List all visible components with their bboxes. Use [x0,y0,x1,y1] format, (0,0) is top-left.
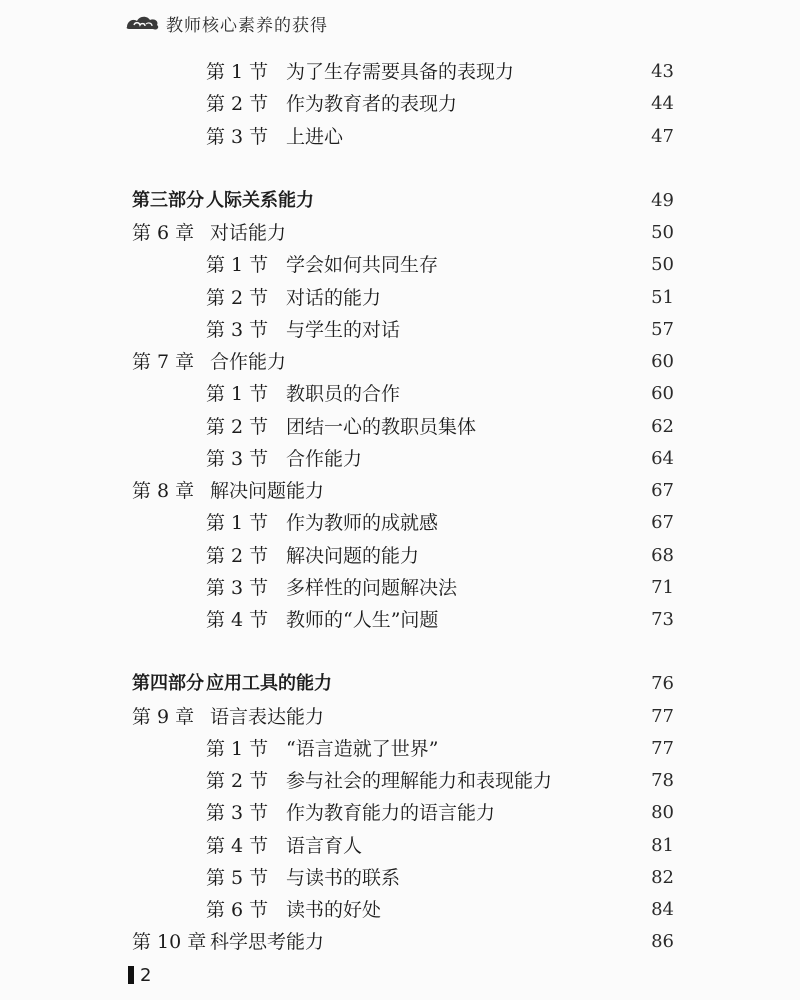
toc-entry-page: 82 [651,866,674,888]
toc-entry-title: 作为教师的成就感 [286,512,439,535]
toc-entry-page: 71 [651,576,674,598]
toc-section-row [0,378,800,410]
toc-entry-page: 62 [651,415,674,437]
toc-entry-title: 与学生的对话 [286,318,401,341]
running-header [124,8,328,38]
toc-section-row [0,282,800,314]
toc-entry-number: 第 8 章 [132,480,195,502]
toc-entry-page: 77 [651,705,674,727]
toc-entry-number: 第 3 节 [206,125,269,148]
toc-section-row [0,862,800,894]
toc-entry-title: 语言表达能力 [210,705,325,728]
toc-entry-number: 第 10 章 [132,931,207,954]
toc-entry-title: 团结一心的教职员集体 [286,415,477,438]
toc-entry-number: 第 3 节 [206,576,269,599]
toc-entry-page: 76 [651,673,674,695]
toc-entry-title: 参与社会的理解能力和表现能力 [286,770,553,792]
toc-section-row [0,88,800,120]
toc-entry-title: “语言造就了世界” [286,737,439,760]
toc-entry-page: 50 [651,222,674,243]
toc-section-row [0,121,800,153]
toc-entry-page: 60 [651,351,674,372]
toc-section-row [0,572,800,604]
toc-entry-page: 44 [651,93,674,115]
page-number: 2 [140,964,152,986]
toc-entry-title: 作为教育者的表现力 [286,93,458,116]
cloud-swirl-icon [124,12,162,34]
toc-entry-number: 第 7 章 [132,351,195,373]
toc-entry-page: 67 [651,512,674,534]
table-of-contents [0,56,800,959]
toc-chapter-row [0,217,800,249]
toc-entry-number: 第 6 节 [206,899,269,921]
toc-entry-page: 84 [651,899,674,920]
toc-entry-title: 读书的好处 [286,899,382,921]
toc-entry-title: 应用工具的能力 [206,673,332,695]
toc-entry-title: 与读书的联系 [286,866,401,889]
toc-entry-title: 对话能力 [210,222,287,244]
toc-entry-page: 60 [651,383,674,405]
toc-chapter-row [0,475,800,507]
toc-section-row [0,56,800,88]
toc-entry-number: 第 1 节 [206,383,269,406]
toc-entry-number: 第三部分 [132,189,204,211]
toc-entry-number: 第 1 节 [206,737,269,760]
toc-entry-page: 68 [651,544,674,566]
toc-entry-page: 43 [651,61,674,82]
toc-entry-title: 人际关系能力 [206,189,314,211]
toc-section-row [0,733,800,765]
toc-entry-page: 64 [651,447,674,469]
toc-entry-page: 81 [651,834,674,856]
toc-entry-title: 解决问题能力 [210,480,325,502]
toc-entry-number: 第 3 节 [206,447,269,470]
footer-marker [128,966,134,984]
toc-entry-number: 第 1 节 [206,61,269,83]
toc-chapter-row [0,346,800,378]
toc-entry-title: 作为教育能力的语言能力 [286,802,496,825]
toc-entry-page: 57 [651,318,674,340]
toc-entry-number: 第 1 节 [206,254,269,277]
toc-section-row [0,249,800,281]
toc-entry-number: 第 2 节 [206,770,269,792]
toc-chapter-row [0,926,800,958]
toc-entry-page: 67 [651,480,674,501]
toc-entry-number: 第 2 节 [206,544,269,567]
toc-entry-number: 第 6 章 [132,222,195,244]
toc-entry-page: 80 [651,802,674,824]
toc-entry-title: 科学思考能力 [210,931,325,954]
toc-entry-number: 第 4 节 [206,609,269,631]
toc-entry-number: 第 5 节 [206,866,269,889]
toc-entry-number: 第 3 节 [206,318,269,341]
toc-entry-title: 为了生存需要具备的表现力 [286,61,515,83]
toc-entry-number: 第 1 节 [206,512,269,535]
toc-part-row [0,668,800,700]
toc-section-row [0,314,800,346]
toc-entry-page: 49 [651,189,674,211]
toc-section-row [0,830,800,862]
toc-entry-number: 第 3 节 [206,802,269,825]
toc-entry-title: 教职员的合作 [286,383,401,406]
toc-entry-page: 86 [651,931,674,953]
toc-entry-number: 第 4 节 [206,834,269,857]
toc-entry-title: 上进心 [286,125,344,148]
toc-entry-title: 多样性的问题解决法 [286,576,458,599]
toc-entry-title: 解决问题的能力 [286,544,420,567]
toc-section-row [0,894,800,926]
toc-section-row [0,797,800,829]
toc-section-row [0,604,800,636]
toc-entry-page: 50 [651,254,674,276]
page-footer [128,964,151,986]
toc-section-row [0,765,800,797]
toc-entry-title: 语言育人 [286,834,363,857]
toc-entry-title: 合作能力 [286,447,363,470]
toc-part-row [0,185,800,217]
book-title: 教师核心素养的获得 [166,15,328,36]
toc-entry-title: 教师的“人生”问题 [286,609,439,631]
toc-entry-number: 第四部分 [132,673,204,695]
toc-chapter-row [0,701,800,733]
toc-entry-page: 51 [651,286,674,308]
toc-entry-number: 第 2 节 [206,415,269,438]
toc-entry-number: 第 2 节 [206,93,269,116]
toc-section-row [0,540,800,572]
toc-entry-page: 47 [651,125,674,147]
toc-entry-title: 对话的能力 [286,286,382,309]
toc-entry-page: 78 [651,770,674,791]
toc-entry-number: 第 9 章 [132,705,195,728]
toc-section-row [0,507,800,539]
toc-entry-title: 学会如何共同生存 [286,254,439,277]
toc-section-row [0,443,800,475]
toc-entry-page: 73 [651,609,674,630]
toc-entry-number: 第 2 节 [206,286,269,309]
toc-entry-title: 合作能力 [210,351,287,373]
toc-section-row [0,411,800,443]
toc-entry-page: 77 [651,737,674,759]
